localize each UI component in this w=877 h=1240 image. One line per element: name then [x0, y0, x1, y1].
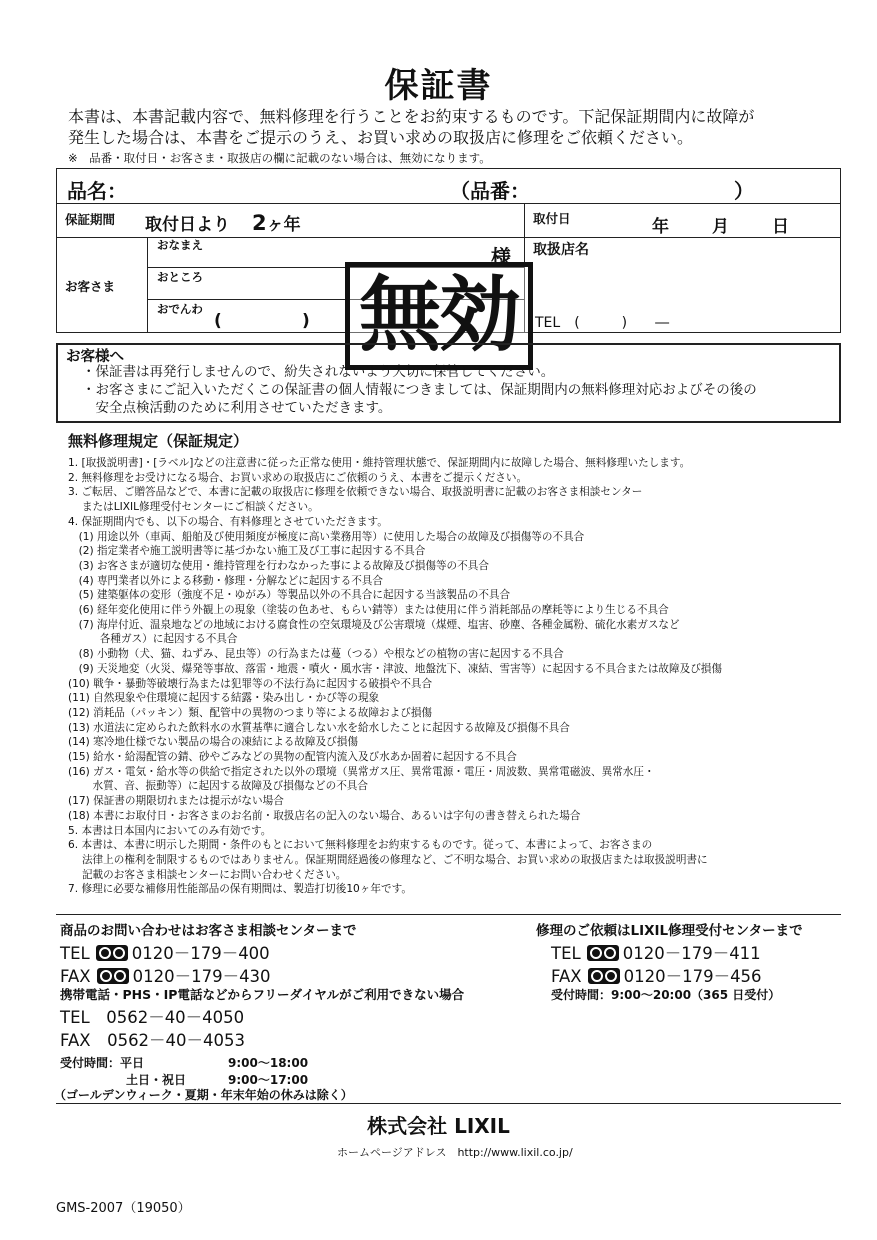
product-number-label: （品番： [450, 179, 530, 203]
day-label: 日 [772, 217, 789, 237]
warranty-period-label: 保証期間 [65, 212, 116, 227]
hours-weekday-label: 受付時間：平日 [60, 1056, 145, 1070]
honorific: 様 [491, 245, 511, 269]
rule-line: 記載のお客さま相談センターにお問い合わせください。 [68, 868, 347, 881]
mobile-heading: 携帯電話・PHS・IP電話などからフリーダイヤルがご利用できない場合 [60, 987, 465, 1002]
rule-line: 1. [取扱説明書]・[ラベル]などの注意書に従った正常な使用・維持管理状態で、保証期間内に故障した場合、無料修理いたします。 [68, 457, 691, 469]
rule-line: (2) 指定業者や施工説明書等に基づかない施工及び工事に起因する不具合 [68, 545, 426, 558]
customer-notice-body [82, 363, 842, 417]
dealer-name-label: 取扱店名 [533, 242, 589, 258]
product-number-close: ） [734, 179, 754, 203]
contact-left-heading: 商品のお問い合わせはお客さま相談センターまで [60, 923, 357, 939]
intro-line: 本書は、本書記載内容で、無料修理を行うことをお約束するものです。下記保証期間内に故障が [68, 107, 755, 126]
rule-line: (5) 建築躯体の変形（強度不足・ゆがみ）等製品以外の不具合に起因する当該製品の不具合 [68, 589, 511, 602]
name-label: おなまえ [157, 238, 203, 252]
repair-hours: 受付時間：9:00～20:00（365 日受付） [551, 988, 781, 1002]
free-dial-icon [97, 968, 129, 984]
customer-center-tel: TEL 0120－179－400 [60, 944, 270, 963]
customer-label: お客さま [65, 279, 116, 294]
customer-notice-box [56, 343, 841, 423]
rule-line: (7) 海岸付近、温泉地などの地域における腐食性の空気環境及び公害環境（煤煙、塩害、砂塵、各種金属粉、硫化水素ガスなど [68, 618, 680, 631]
address-label: おところ [157, 270, 203, 284]
rule-line: (1) 用途以外（車両、船舶及び使用頻度が極度に高い業務用等）に使用した場合の故障及び損傷等の不具合 [68, 530, 585, 543]
rule-line: 水質、音、振動等）に起因する故障及び損傷などの不具合 [68, 780, 368, 793]
notice-line: ・お客さまにご記入いただくこの保証書の個人情報につきましては、保証期間内の無料修理対応およびその後の [82, 382, 757, 398]
rule-line: (3) お客さまが適切な使用・維持管理を行わなかった事による故障及び損傷等の不具合 [68, 559, 489, 572]
free-dial-icon [96, 945, 128, 961]
rule-line: (18) 本書にお取付日・お客さまのお名前・取扱店名の記入のない場合、あるいは字句の書き替えられた場合 [68, 809, 581, 822]
free-dial-icon [587, 945, 619, 961]
holiday-note: （ゴールデンウィーク・夏期・年末年始の休みは除く） [54, 1088, 353, 1102]
rules-heading: 無料修理規定（保証規定） [68, 432, 249, 450]
validity-note: ※ 品番・取付日・お客さま・取扱店の欄に記載のない場合は、無効になります。 [68, 151, 491, 165]
customer-center-fax: FAX 0120－179－430 [60, 967, 271, 986]
rule-line: (11) 自然現象や住環境に起因する結露・染み出し・かび等の現象 [68, 692, 380, 705]
rule-line: 7. 修理に必要な補修用性能部品の保有期間は、製造打切後10ヶ年です。 [68, 883, 412, 896]
year-label: 年 [652, 217, 669, 237]
free-dial-icon [588, 968, 620, 984]
document-title: 保証書 [384, 66, 493, 106]
rule-line: (13) 水道法に定められた飲料水の水質基準に適合しない水を給水したことに起因する故障及び損傷不具合 [68, 721, 570, 734]
mobile-tel: TEL 0562－40－4050 [60, 1008, 245, 1027]
phone-label: おでんわ [157, 302, 203, 316]
intro-line: 発生した場合は、本書をご提示のうえ、お買い求めの取扱店に修理をご依頼ください。 [68, 128, 693, 147]
phone-paren-open: ( [214, 311, 222, 331]
rule-line: (10) 戦争・暴動等破壊行為または犯罪等の不法行為に起因する破損や不具合 [68, 677, 433, 690]
rule-line: (15) 給水・給湯配管の錆、砂やごみなどの異物の配管内流入及び水あか固着に起因する不具合 [68, 751, 517, 764]
mobile-fax: FAX 0562－40－4053 [60, 1031, 246, 1050]
month-label: 月 [712, 217, 729, 237]
intro-text [68, 106, 848, 148]
company-name: 株式会社 LIXIL [367, 1114, 510, 1138]
rules-list [68, 456, 858, 897]
warranty-period-value: 取付日より 2ヶ年 [145, 211, 301, 235]
rule-line: (9) 天災地変（火災、爆発等事故、落雷・地震・噴火・風水害・津波、地盤沈下、凍結、雪害等）に起因する不具合または故障及び損傷 [68, 662, 722, 675]
rule-line: 各種ガス）に起因する不具合 [68, 633, 238, 646]
contact-right-heading: 修理のご依頼はLIXIL修理受付センターまで [536, 923, 803, 939]
product-name-label: 品名： [67, 179, 127, 203]
notice-line: ・保証書は再発行しませんので、紛失されないよう大切に保管してください。 [82, 364, 555, 380]
homepage-address: ホームページアドレス http://www.lixil.co.jp/ [337, 1146, 573, 1159]
rule-line: (8) 小動物（犬、猫、ねずみ、昆虫等）の行為または蔓（つる）や根などの植物の害に起因する不具合 [68, 648, 564, 661]
repair-center-fax: FAX 0120－179－456 [551, 967, 762, 986]
document-code: GMS-2007（19050） [56, 1201, 191, 1216]
customer-notice-heading: お客様へ [66, 349, 124, 365]
rule-line: (16) ガス・電気・給水等の供給で指定された以外の環境（異常ガス圧、異常電源・電圧・周波数、異常電磁波、異常水圧・ [68, 765, 655, 778]
rule-line: (4) 専門業者以外による移動・修理・分解などに起因する不具合 [68, 574, 383, 587]
dealer-tel: TEL ( ) ― [535, 315, 670, 331]
phone-paren-close: ) [302, 311, 310, 331]
rule-line: 3. ご転居、ご贈答品などで、本書に記載の取扱店に修理を依頼できない場合、取扱説明書に記載のお客さま相談センター [68, 486, 643, 499]
rule-line: またはLIXIL修理受付センターにご相談ください。 [68, 501, 319, 514]
rule-line: (14) 寒冷地仕様でない製品の場合の凍結による故障及び損傷 [68, 736, 358, 749]
invalid-stamp-text: 無効 [358, 268, 519, 363]
hours-weekend-label: 土日・祝日 [126, 1073, 187, 1087]
rule-line: (12) 消耗品（パッキン）類、配管中の異物のつまり等による故障および損傷 [68, 706, 433, 719]
rule-line: 法律上の権利を制限するものではありません。保証期間経過後の修理など、ご不明な場合、お買い求めの取扱店または取扱説明書に [68, 853, 708, 866]
hours-weekday: 9:00～18:00 [228, 1056, 309, 1070]
rule-line: 5. 本書は日本国内においてのみ有効です。 [68, 824, 272, 837]
rule-line: 4. 保証期間内でも、以下の場合、有料修理とさせていただきます。 [68, 515, 388, 528]
rule-line: (6) 経年変化使用に伴う外観上の現象（塗装の色あせ、もらい錆等）または使用に伴う消耗部品の摩耗等により生じる不具合 [68, 604, 669, 617]
rule-line: (17) 保証書の期限切れまたは提示がない場合 [68, 795, 284, 808]
hours-weekend: 9:00～17:00 [228, 1073, 309, 1087]
install-date-label: 取付日 [533, 211, 571, 226]
rule-line: 2. 無料修理をお受けになる場合、お買い求めの取扱店にご依頼のうえ、本書をご提示ください。 [68, 471, 528, 484]
rule-line: 6. 本書は、本書に明示した期間・条件のもとにおいて無料修理をお約束するものです。従って、本書によって、お客さまの [68, 839, 653, 852]
notice-line: 安全点検活動のために利用させていただきます。 [82, 400, 392, 416]
repair-center-tel: TEL 0120－179－411 [551, 944, 761, 963]
